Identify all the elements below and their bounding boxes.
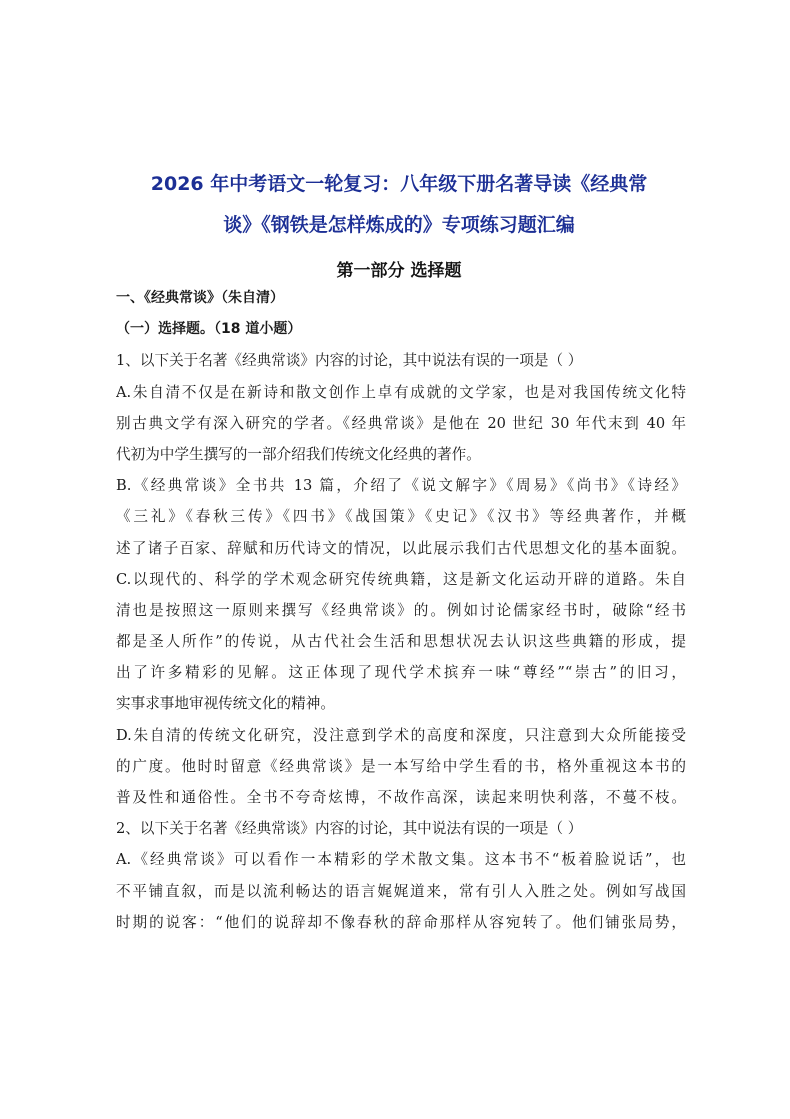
q2-option-a-line-3: 时期的说客：“他们的说辞却不像春秋的辞命那样从容宛转了。他们铺张局势， <box>116 913 686 931</box>
option-a-line-2: 别古典文学有深入研究的学者。《经典常谈》是他在 20 世纪 30 年代末到 40 年 <box>116 414 686 432</box>
document-title-line-1: 2026 年中考语文一轮复习：八年级下册名著导读《经典常 <box>150 173 648 195</box>
document-title-line-2: 谈》《钢铁是怎样炼成的》专项练习题汇编 <box>223 214 575 236</box>
option-b-line-1: B.《经典常谈》全书共 13 篇，介绍了《说文解字》《周易》《尚书》《诗经》 <box>116 477 686 495</box>
question-1-stem: 1、以下关于名著《经典常谈》内容的讨论，其中说法有误的一项是（ ） <box>116 352 583 370</box>
part-heading: 第一部分 选择题 <box>336 261 462 281</box>
option-d-line-2: 的广度。他时时留意《经典常谈》是一本写给中学生看的书，格外重视这本书的 <box>116 757 686 775</box>
option-b-line-3: 述了诸子百家、辞赋和历代诗文的情况，以此展示我们古代思想文化的基本面貌。 <box>116 539 686 557</box>
option-b-line-2: 《三礼》《春秋三传》《四书》《战国策》《史记》《汉书》等经典著作，并概 <box>116 508 686 526</box>
document-body <box>116 283 686 938</box>
option-c-line-3: 都是圣人所作”的传说，从古代社会生活和思想状况去认识这些典籍的形成，提 <box>116 633 686 651</box>
subsection-heading: （一）选择题。（18 道小题） <box>116 321 302 338</box>
option-c-line-5: 实事求事地审视传统文化的精神。 <box>116 695 335 713</box>
q2-option-a-line-2: 不平铺直叙，而是以流利畅达的语言娓娓道来，常有引人入胜之处。例如写战国 <box>116 882 686 900</box>
section-heading: 一、《经典常谈》（朱自清） <box>116 290 284 306</box>
option-c-line-2: 清也是按照这一原则来撰写《经典常谈》的。例如讨论儒家经书时，破除“经书 <box>116 601 686 619</box>
option-c-line-1: C.以现代的、科学的学术观念研究传统典籍，这是新文化运动开辟的道路。朱自 <box>116 570 686 588</box>
option-d-line-3: 普及性和通俗性。全书不夸奇炫博，不故作高深，读起来明快利落，不蔓不枝。 <box>116 789 686 806</box>
option-c-line-4: 出了许多精彩的见解。这正体现了现代学术摈弃一味“尊经”“崇古”的旧习， <box>116 664 686 682</box>
question-2-stem: 2、以下关于名著《经典常谈》内容的讨论，其中说法有误的一项是（ ） <box>116 820 583 838</box>
option-a-line-1: A.朱自清不仅是在新诗和散文创作上卓有成就的文学家，也是对我国传统文化特 <box>116 383 686 401</box>
q2-option-a-line-1: A.《经典常谈》可以看作一本精彩的学术散文集。这本书不“板着脸说话”，也 <box>116 851 686 869</box>
option-d-line-1: D.朱自清的传统文化研究，没注意到学术的高度和深度，只注意到大众所能接受 <box>116 726 686 744</box>
option-a-line-3: 代初为中学生撰写的一部介绍我们传统文化经典的著作。 <box>116 445 481 463</box>
